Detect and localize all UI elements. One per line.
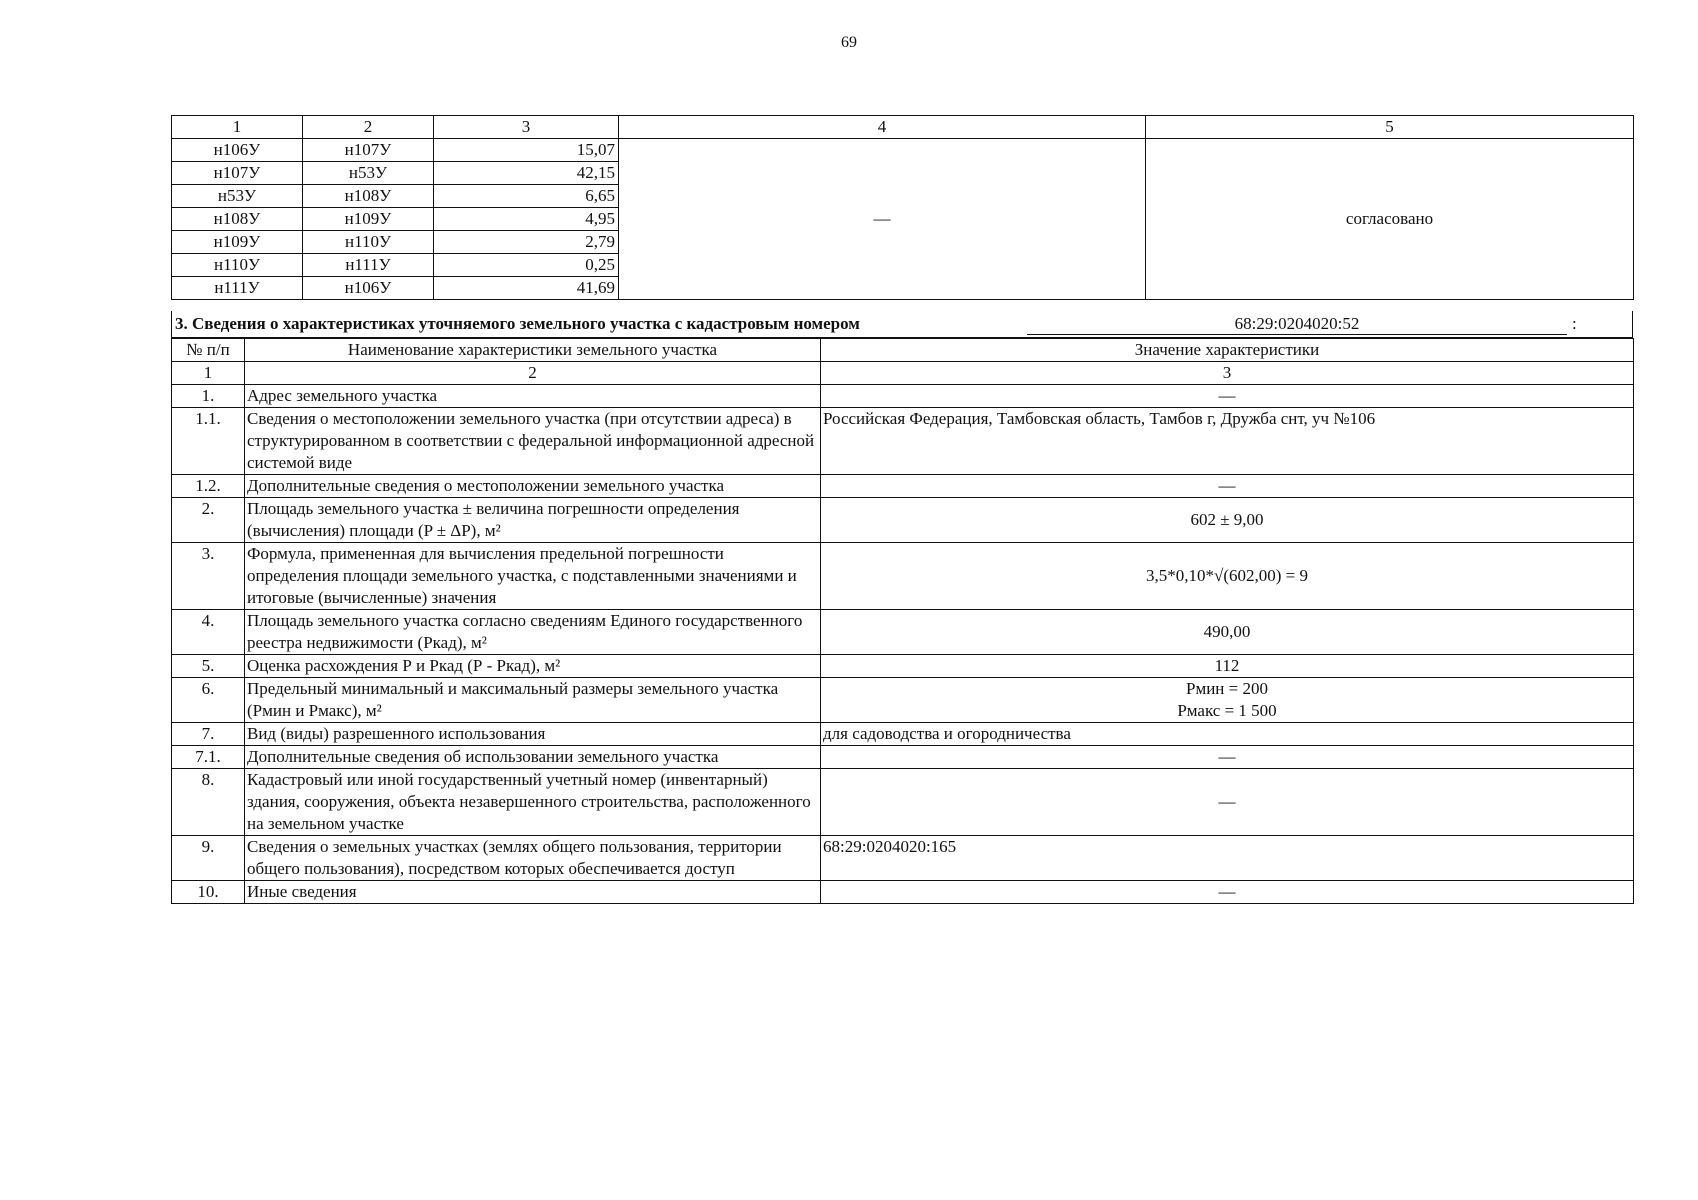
point-from: н53У (172, 185, 303, 208)
section3-heading (171, 311, 1633, 338)
row-value: — (821, 769, 1634, 836)
row-num: 1. (172, 385, 245, 408)
row-num: 9. (172, 836, 245, 881)
row-name: Кадастровый или иной государственный учетный номер (инвентарный) здания, сооружения, объекта незавершенного строительства, расположенного на земельном участке (245, 769, 821, 836)
point-from: н110У (172, 254, 303, 277)
row-value: 602 ± 9,00 (821, 498, 1634, 543)
row-name: Площадь земельного участка согласно сведениям Единого государственного реестра недвижимости (Ркад), м² (245, 610, 821, 655)
row-num: 3. (172, 543, 245, 610)
row-value: — (821, 746, 1634, 769)
row-name: Адрес земельного участка (245, 385, 821, 408)
point-from: н106У (172, 139, 303, 162)
row-name: Формула, примененная для вычисления предельной погрешности определения площади земельного участка, с подставленными значениями и итоговые (вычисленные) значения (245, 543, 821, 610)
row-name: Оценка расхождения Р и Ркад (Р - Ркад), м² (245, 655, 821, 678)
row-value: 490,00 (821, 610, 1634, 655)
top-header-2: 2 (303, 116, 434, 139)
row-name: Предельный минимальный и максимальный размеры земельного участка (Рмин и Рмакс), м² (245, 678, 821, 723)
segment-length: 15,07 (434, 139, 619, 162)
index-3: 3 (821, 362, 1634, 385)
characteristics-table (171, 338, 1634, 904)
row-name: Иные сведения (245, 881, 821, 904)
row-value: Российская Федерация, Тамбовская область, Тамбов г, Дружба снт, уч №106 (821, 408, 1634, 475)
table-row (172, 678, 1634, 723)
point-from: н109У (172, 231, 303, 254)
row-value-min: Рмин = 200 (1186, 679, 1268, 698)
table-row (172, 139, 1634, 162)
top-header-5: 5 (1146, 116, 1634, 139)
row-name: Сведения о земельных участках (землях общего пользования, территории общего пользования), посредством которых обеспечивается доступ (245, 836, 821, 881)
boundary-segments-table (171, 115, 1634, 300)
row-value: — (821, 881, 1634, 904)
header-name: Наименование характеристики земельного участка (245, 339, 821, 362)
table-row (172, 881, 1634, 904)
page-number: 69 (841, 34, 857, 51)
row-name: Дополнительные сведения о местоположении земельного участка (245, 475, 821, 498)
table-row (172, 610, 1634, 655)
segment-length: 41,69 (434, 277, 619, 300)
row-value: 112 (821, 655, 1634, 678)
point-from: н108У (172, 208, 303, 231)
index-2: 2 (245, 362, 821, 385)
top-header-4: 4 (619, 116, 1146, 139)
table-row (172, 475, 1634, 498)
point-to: н53У (303, 162, 434, 185)
segment-length: 42,15 (434, 162, 619, 185)
table-row (172, 543, 1634, 610)
top-table-header-row (172, 116, 1634, 139)
row-value: — (821, 385, 1634, 408)
main-table-index-row (172, 362, 1634, 385)
col4-value: — (619, 139, 1146, 300)
row-num: 1.2. (172, 475, 245, 498)
row-num: 7. (172, 723, 245, 746)
row-num: 6. (172, 678, 245, 723)
row-value: для садоводства и огородничества (821, 723, 1634, 746)
index-1: 1 (172, 362, 245, 385)
row-num: 10. (172, 881, 245, 904)
main-table-header-row (172, 339, 1634, 362)
row-value: 68:29:0204020:165 (821, 836, 1634, 881)
row-value: — (821, 475, 1634, 498)
table-row (172, 836, 1634, 881)
row-name: Сведения о местоположении земельного участка (при отсутствии адреса) в структурированном в соответствии с федеральной информационной адресной системой виде (245, 408, 821, 475)
point-to: н111У (303, 254, 434, 277)
row-name: Дополнительные сведения об использовании земельного участка (245, 746, 821, 769)
point-from: н111У (172, 277, 303, 300)
section3-suffix: : (1572, 314, 1577, 333)
segment-length: 6,65 (434, 185, 619, 208)
col5-value: согласовано (1146, 139, 1634, 300)
row-name: Вид (виды) разрешенного использования (245, 723, 821, 746)
row-num: 2. (172, 498, 245, 543)
row-num: 7.1. (172, 746, 245, 769)
segment-length: 0,25 (434, 254, 619, 277)
top-header-3: 3 (434, 116, 619, 139)
point-from: н107У (172, 162, 303, 185)
top-header-1: 1 (172, 116, 303, 139)
segment-length: 2,79 (434, 231, 619, 254)
table-row (172, 746, 1634, 769)
table-row (172, 655, 1634, 678)
row-value-max: Рмакс = 1 500 (1177, 701, 1277, 720)
row-num: 4. (172, 610, 245, 655)
point-to: н107У (303, 139, 434, 162)
table-row (172, 769, 1634, 836)
point-to: н110У (303, 231, 434, 254)
table-row (172, 723, 1634, 746)
row-num: 8. (172, 769, 245, 836)
header-value: Значение характеристики (821, 339, 1634, 362)
header-num: № п/п (172, 339, 245, 362)
row-num: 1.1. (172, 408, 245, 475)
table-row (172, 385, 1634, 408)
cadastral-number: 68:29:0204020:52 (1027, 311, 1567, 335)
row-num: 5. (172, 655, 245, 678)
row-value-pair (821, 678, 1634, 723)
point-to: н106У (303, 277, 434, 300)
section3-title: 3. Сведения о характеристиках уточняемого земельного участка с кадастровым номером (175, 314, 860, 333)
row-value: 3,5*0,10*√(602,00) = 9 (821, 543, 1634, 610)
point-to: н109У (303, 208, 434, 231)
table-row (172, 408, 1634, 475)
row-name: Площадь земельного участка ± величина погрешности определения (вычисления) площади (P ± ΔP), м² (245, 498, 821, 543)
point-to: н108У (303, 185, 434, 208)
segment-length: 4,95 (434, 208, 619, 231)
table-row (172, 498, 1634, 543)
